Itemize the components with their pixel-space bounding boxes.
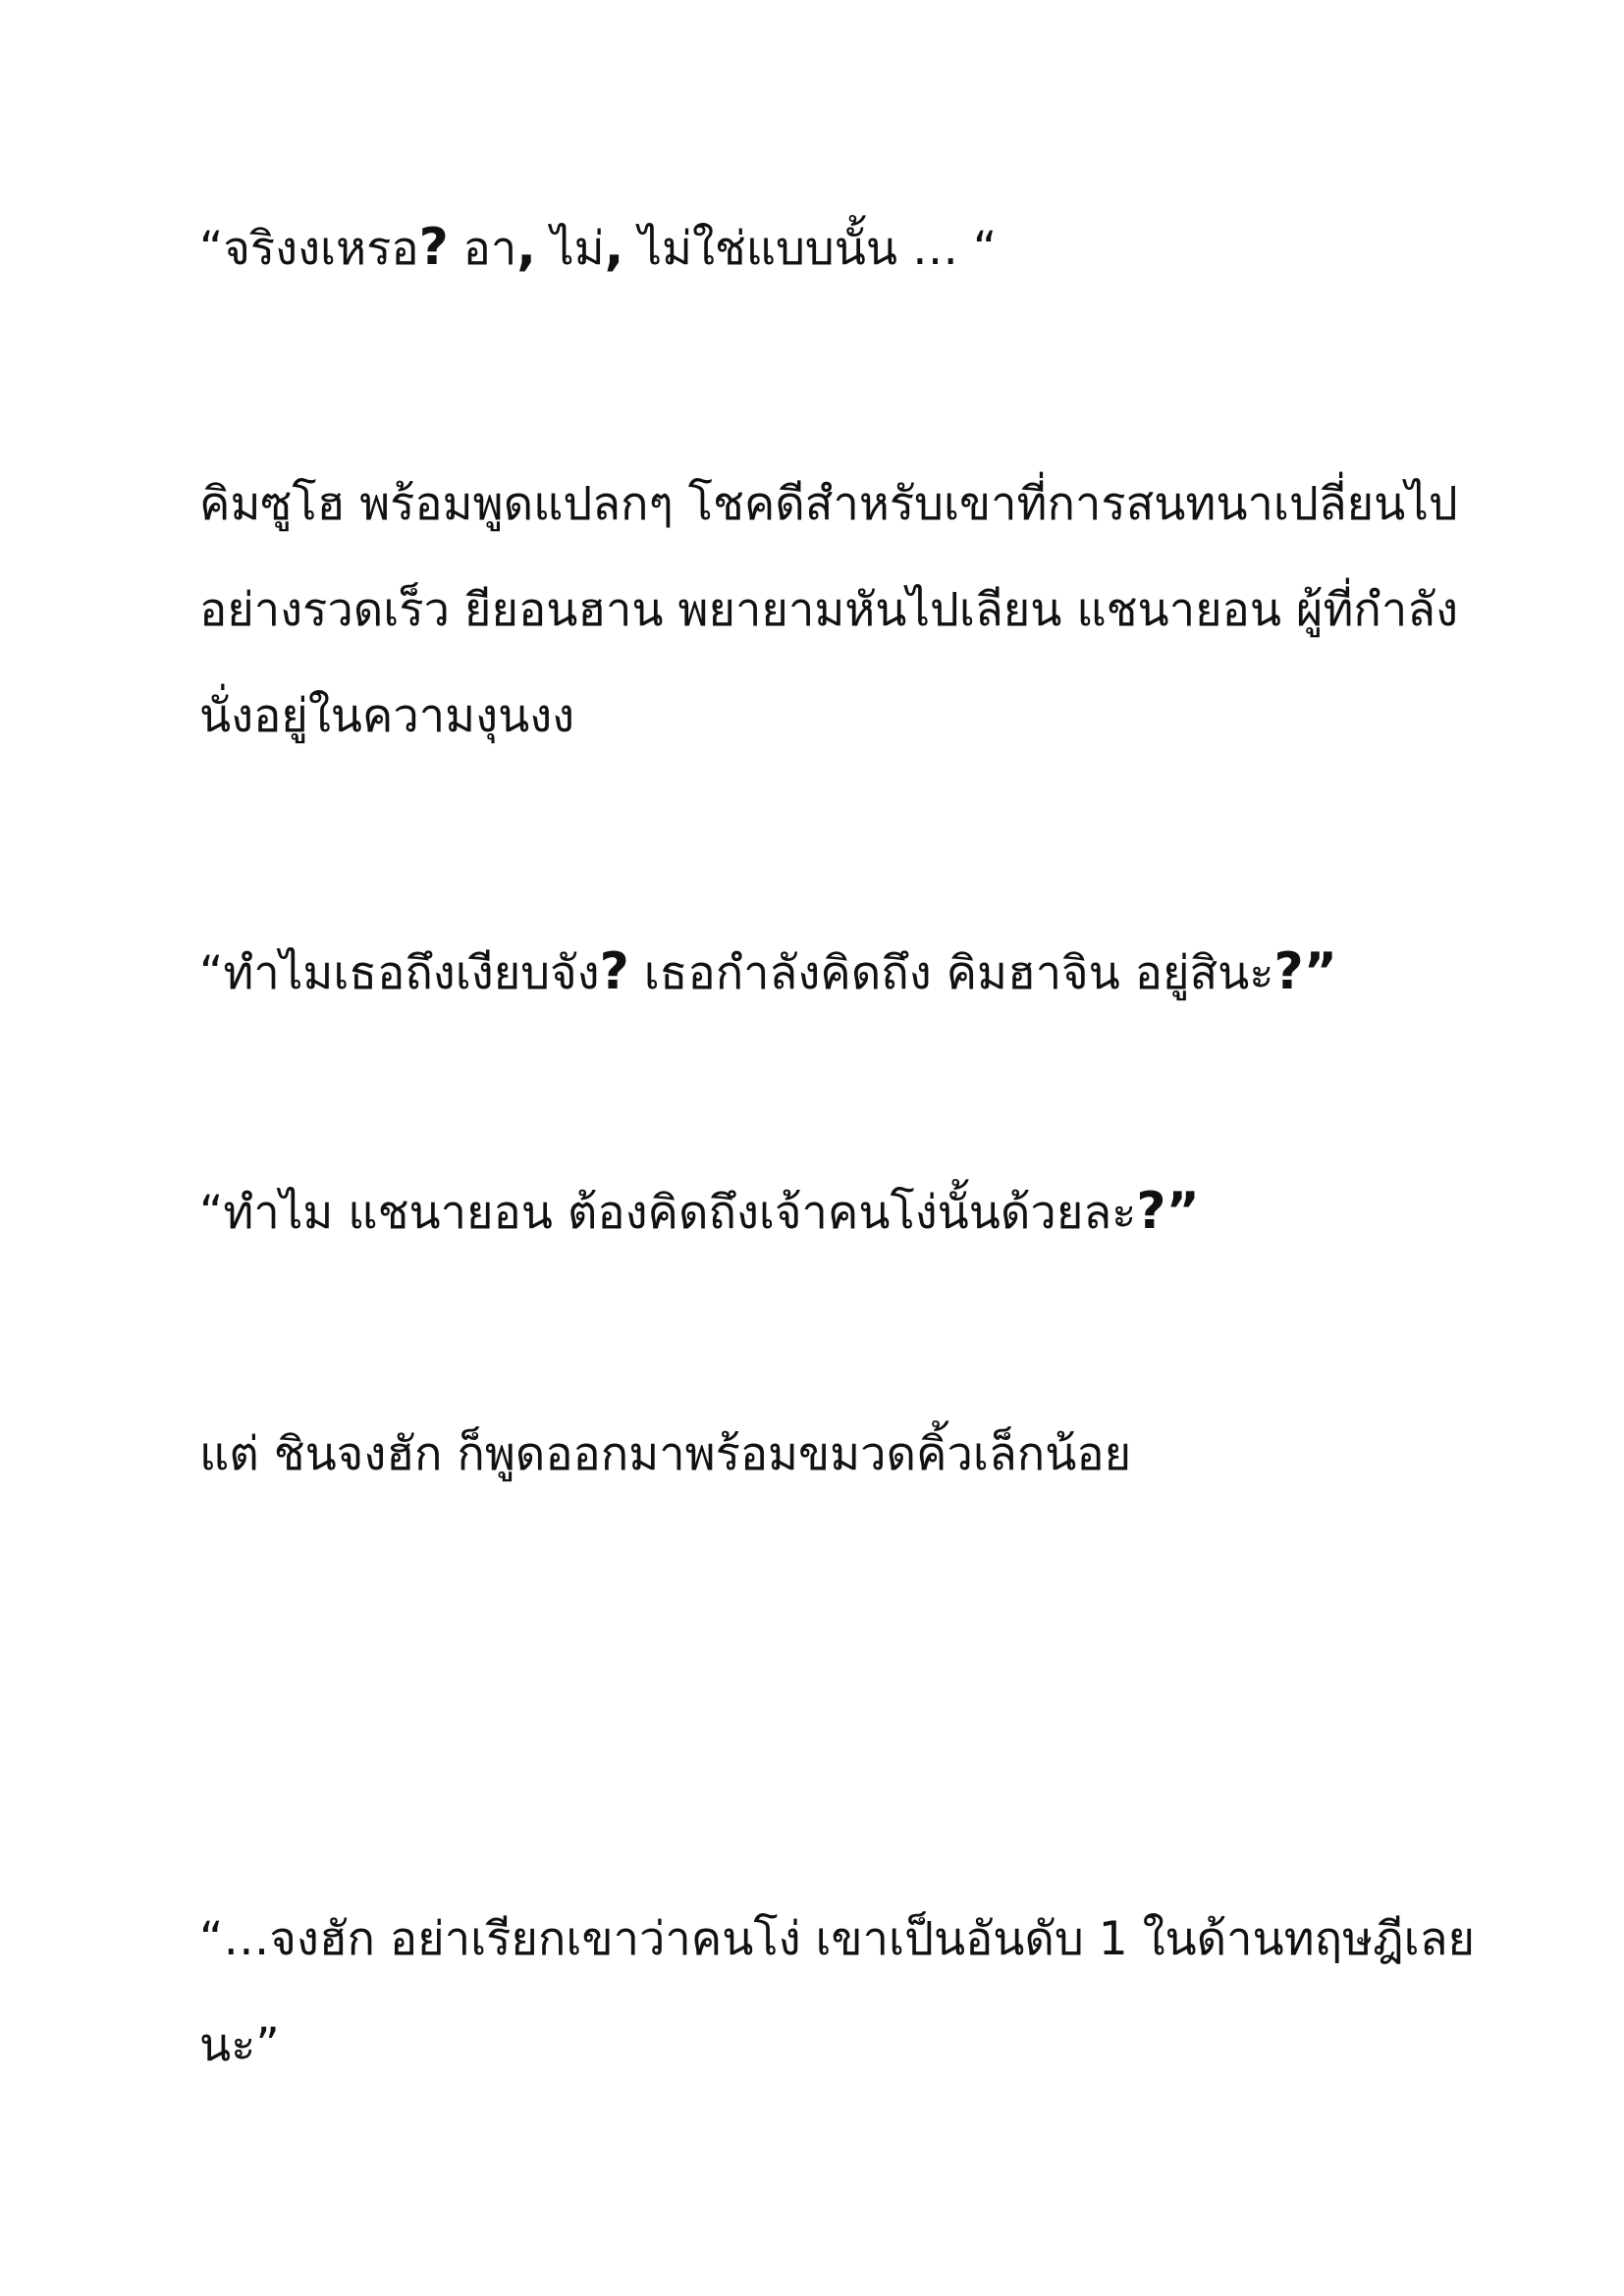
text-run: “ทำไม แชนายอน ต้องคิดถึงเจ้าคนโง่นั้นด้วยละ xyxy=(199,1186,1137,1240)
text-line: คิมซูโฮ พร้อมพูดแปลกๆ โชคดีสำหรับเขาที่การสนทนาเปลี่ยนไป xyxy=(199,477,1458,531)
question-mark: ? xyxy=(599,942,629,1001)
dialogue-paragraph xyxy=(199,919,1436,1025)
text-line xyxy=(199,919,1436,1025)
dialogue-paragraph xyxy=(199,1887,1476,2099)
question-mark: ?” xyxy=(1136,1182,1200,1241)
text-run: ไม่ xyxy=(536,222,605,276)
comma: , xyxy=(604,218,624,277)
question-mark: ?” xyxy=(1273,942,1337,1001)
text-line: นั่งอยู่ในความงุนงง xyxy=(199,689,575,743)
text-line: นะ” xyxy=(199,2018,280,2072)
text-line xyxy=(199,1158,1436,1264)
narration-paragraph xyxy=(199,452,1459,770)
narration-paragraph xyxy=(199,1402,1436,1508)
question-mark: ? xyxy=(418,218,449,277)
dialogue-paragraph xyxy=(199,1158,1436,1264)
text-line: แต่ ชินจงฮัก ก็พูดออกมาพร้อมขมวดคิ้วเล็กน้อย xyxy=(199,1427,1132,1481)
text-run: ไม่ใช่แบบนั้น … “ xyxy=(623,222,998,276)
text-line: “…จงฮัก อย่าเรียกเขาว่าคนโง่ เขาเป็นอันดับ 1 ในด้านทฤษฎีเลย xyxy=(199,1912,1476,1966)
text-line xyxy=(199,194,1436,300)
text-run: “จริงงเหรอ xyxy=(199,222,419,276)
text-run: เธอกำลังคิดถึง คิมฮาจิน อยู่สินะ xyxy=(628,946,1274,1000)
dialogue-paragraph xyxy=(199,194,1436,300)
text-run: อา xyxy=(448,222,517,276)
text-run: “ทำไมเธอถึงเงียบจัง xyxy=(199,946,600,1000)
text-line: อย่างรวดเร็ว ยียอนฮาน พยายามหันไปเลียน แชนายอน ผู้ที่กำลัง xyxy=(199,583,1459,637)
comma: , xyxy=(516,218,537,277)
